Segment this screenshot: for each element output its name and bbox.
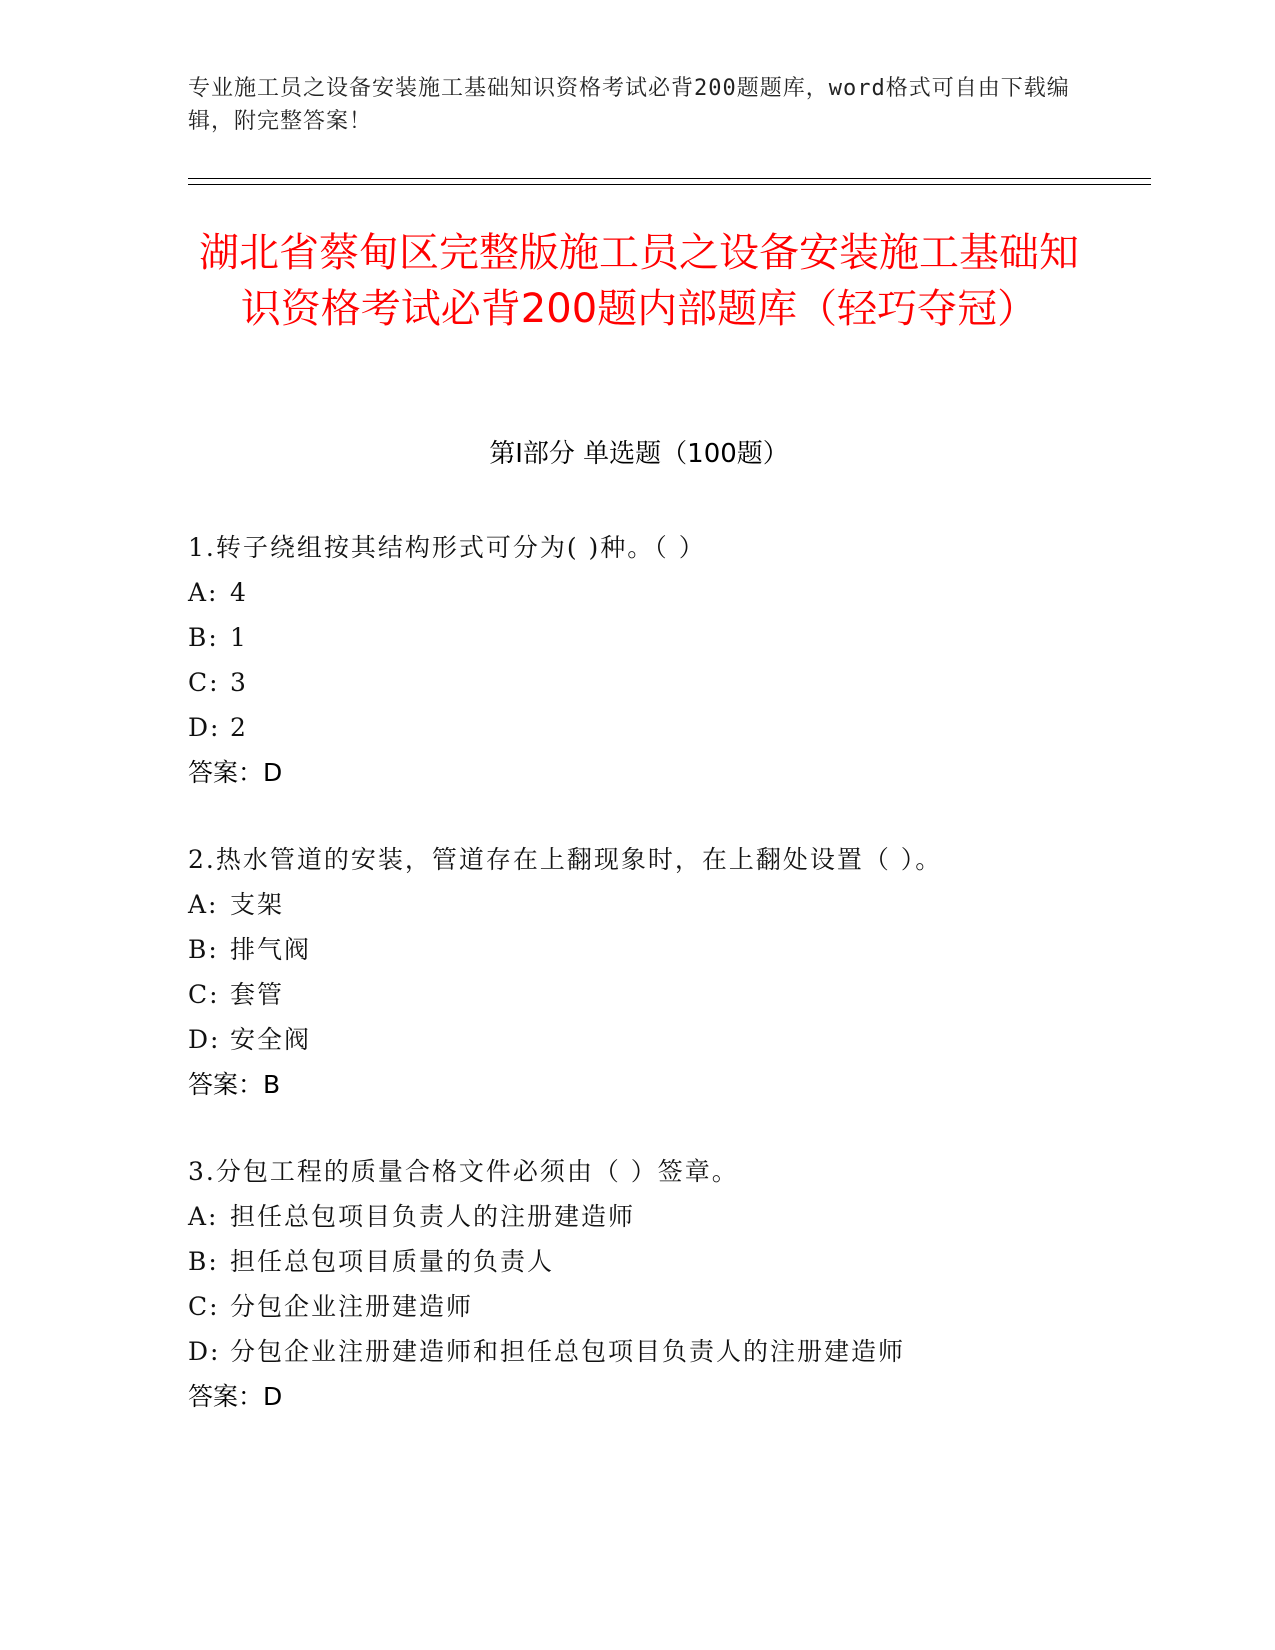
option-letter: D:: [188, 1337, 221, 1366]
question-3: [188, 1149, 1148, 1419]
section-heading: 第Ⅰ部分 单选题（100题）: [489, 439, 789, 469]
option-letter: A:: [188, 578, 219, 607]
answer-line: 答案：B: [188, 1070, 281, 1099]
header-divider-bottom: [188, 184, 1151, 185]
option-b: [188, 1239, 1148, 1284]
answer-line: 答案：D: [188, 1382, 283, 1411]
option-text: 1: [230, 623, 248, 652]
option-text: 2: [230, 713, 248, 742]
option-a: [188, 1194, 1148, 1239]
header-divider-top: [188, 178, 1151, 179]
option-text: 安全阀: [230, 1025, 312, 1054]
option-text: 担任总包项目质量的负责人: [230, 1247, 555, 1276]
option-c: [188, 1284, 1148, 1329]
option-letter: B:: [188, 935, 219, 964]
option-letter: C:: [188, 1292, 220, 1321]
option-d: [188, 705, 1148, 750]
option-text: 4: [230, 578, 248, 607]
option-text: 套管: [230, 980, 285, 1009]
option-c: [188, 972, 1148, 1017]
option-c: [188, 660, 1148, 705]
option-a: [188, 882, 1148, 927]
option-letter: D:: [188, 713, 221, 742]
question-list: [188, 525, 1148, 1461]
option-text: 3: [230, 668, 248, 697]
option-text: 分包企业注册建造师: [230, 1292, 474, 1321]
option-text: 担任总包项目负责人的注册建造师: [230, 1202, 636, 1231]
option-letter: A:: [188, 890, 219, 919]
question-stem: 2.热水管道的安装，管道存在上翻现象时，在上翻处设置（ ）。: [188, 845, 943, 874]
option-letter: C:: [188, 668, 220, 697]
question-1: [188, 525, 1148, 795]
option-text: 排气阀: [230, 935, 312, 964]
answer-line: 答案：D: [188, 758, 283, 787]
option-a: [188, 570, 1148, 615]
question-stem: 3.分包工程的质量合格文件必须由（ ）签章。: [188, 1157, 739, 1186]
option-b: [188, 927, 1148, 972]
option-b: [188, 615, 1148, 660]
header-note: 专业施工员之设备安装施工基础知识资格考试必背200题题库，word格式可自由下载编辑，附完整答案！: [188, 76, 1070, 134]
option-text: 支架: [230, 890, 285, 919]
question-2: [188, 837, 1148, 1107]
question-stem: 1.转子绕组按其结构形式可分为( )种。（ ）: [188, 533, 706, 562]
option-d: [188, 1017, 1148, 1062]
option-letter: B:: [188, 623, 219, 652]
option-letter: D:: [188, 1025, 221, 1054]
option-letter: C:: [188, 980, 220, 1009]
document-title: 湖北省蔡甸区完整版施工员之设备安装施工基础知识资格考试必背200题内部题库（轻巧夺冠）: [199, 230, 1079, 332]
option-letter: B:: [188, 1247, 219, 1276]
option-d: [188, 1329, 1148, 1374]
option-letter: A:: [188, 1202, 219, 1231]
option-text: 分包企业注册建造师和担任总包项目负责人的注册建造师: [230, 1337, 906, 1366]
